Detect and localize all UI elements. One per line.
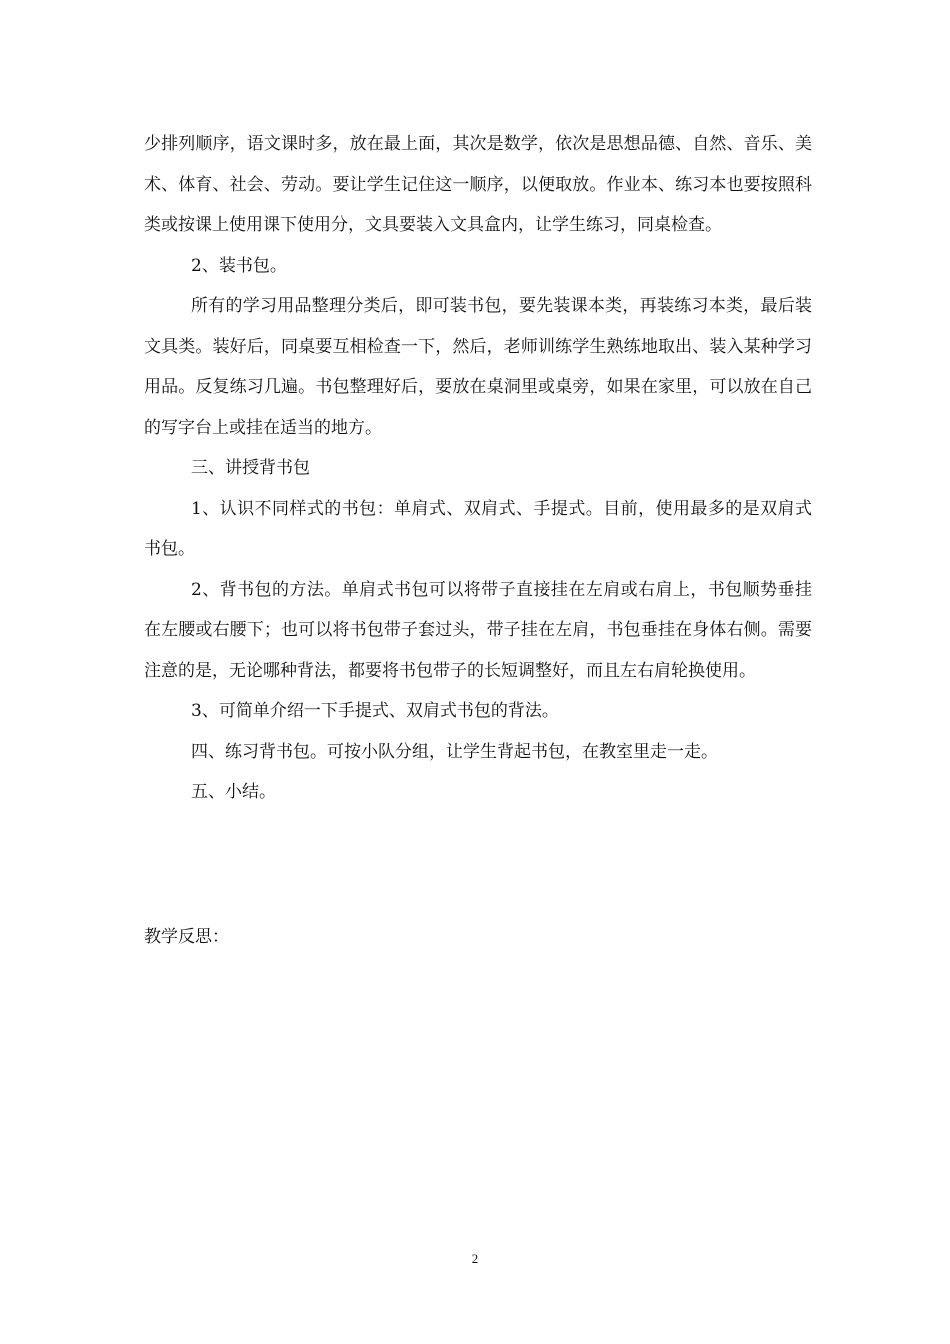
paragraph-continuation: 少排列顺序，语文课时多，放在最上面，其次是数学，依次是思想品德、自然、音乐、美术、体育、社会、劳动。要让学生记住这一顺序，以便取放。作业本、练习本也要按照科类或按课上使用课下使用分，文具要装入文具盒内，让学生练习，同桌检查。 <box>144 134 812 235</box>
paragraph-pack-schoolbag-heading: 2、装书包。 <box>191 255 287 276</box>
section-heading-summary: 五、小结。 <box>191 782 276 802</box>
teaching-reflection-label: 教学反思： <box>144 927 229 947</box>
section-heading-practice: 四、练习背书包。可按小队分组，让学生背起书包，在教室里走一走。 <box>191 741 718 762</box>
page-number: 2 <box>471 1251 479 1266</box>
section-heading-carry-schoolbag: 三、讲授背书包 <box>191 458 310 478</box>
paragraph-other-methods: 3、可简单介绍一下手提式、双肩式书包的背法。 <box>191 701 559 721</box>
paragraph-schoolbag-styles: 1、认识不同样式的书包：单肩式、双肩式、手提式。目前，使用最多的是双肩式书包。 <box>144 498 812 559</box>
document-body <box>144 124 812 813</box>
paragraph-carry-methods: 2、背书包的方法。单肩式书包可以将带子直接挂在左肩或右肩上，书包顺势垂挂在左腰或右腰下；也可以将书包带子套过头，带子挂在左肩，书包垂挂在身体右侧。需要注意的是，无论哪种背法，都要将书包带子的长短调整好，而且左右肩轮换使用。 <box>144 579 812 681</box>
paragraph-pack-schoolbag-body: 所有的学习用品整理分类后，即可装书包，要先装课本类，再装练习本类，最后装文具类。装好后，同桌要互相检查一下，然后，老师训练学生熟练地取出、装入某种学习用品。反复练习几遍。书包整理好后，要放在桌洞里或桌旁，如果在家里，可以放在自己的写字台上或挂在适当的地方。 <box>144 296 812 438</box>
